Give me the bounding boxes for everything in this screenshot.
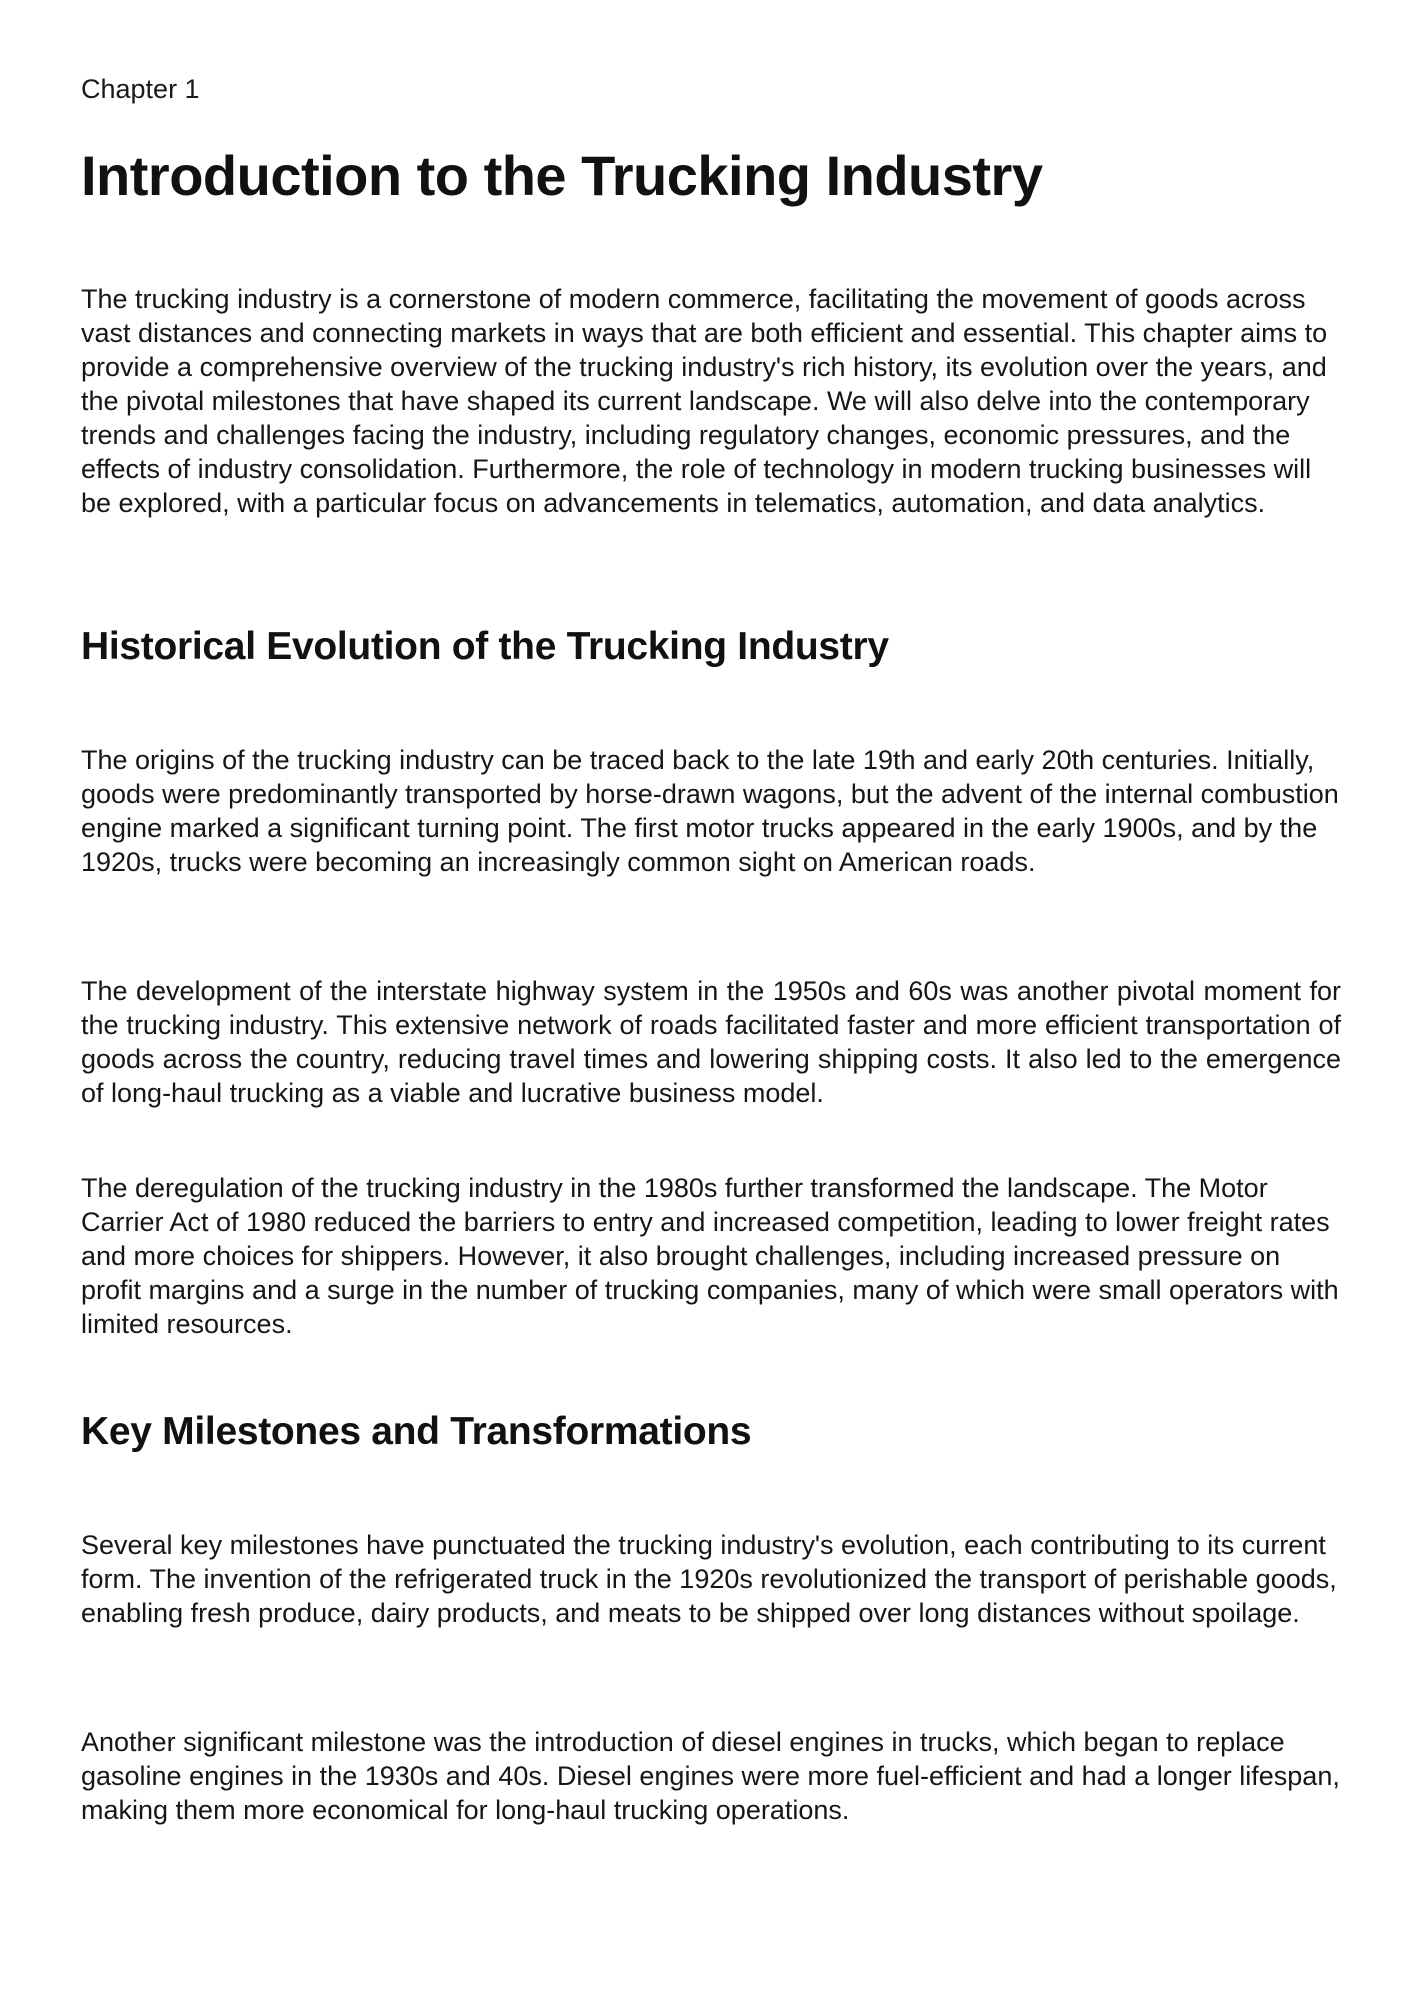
paragraph-interstate-highway: The development of the interstate highway system in the 1950s and 60s was another pivotal moment for the trucking industry. This extensive network of roads facilitated faster and more efficient transportation of goods across the country, reducing travel times and lowering shipping costs. It also led to the emergence of long-haul trucking as a viable and lucrative business model.: [81, 976, 1341, 1108]
intro-paragraph: The trucking industry is a cornerstone of modern commerce, facilitating the movement of goods across vast distances and connecting markets in ways that are both efficient and essential. This chapter aims to provide a comprehensive overview of the trucking industry's rich history, its evolution over the years, and the pivotal milestones that have shaped its current landscape. We will also delve into the contemporary trends and challenges facing the industry, including regulatory changes, economic pressures, and the effects of industry consolidation. Furthermore, the role of technology in modern trucking businesses will be explored, with a particular focus on advancements in telematics, automation, and data analytics.: [81, 284, 1328, 518]
paragraph-origins: The origins of the trucking industry can be traced back to the late 19th and early 20th centuries. Initially, goods were predominantly transported by horse-drawn wagons, but the advent of the internal combustion engine marked a significant turning point. The first motor trucks appeared in the early 1900s, and by the 1920s, trucks were becoming an increasingly common sight on American roads.: [81, 745, 1339, 877]
chapter-title: Introduction to the Trucking Industry: [81, 144, 1043, 207]
paragraph-diesel-engines: Another significant milestone was the introduction of diesel engines in trucks, which began to replace gasoline engines in the 1930s and 40s. Diesel engines were more fuel-efficient and had a longer lifespan, making them more economical for long-haul trucking operations.: [81, 1727, 1340, 1825]
paragraph-deregulation: The deregulation of the trucking industry in the 1980s further transformed the landscape. The Motor Carrier Act of 1980 reduced the barriers to entry and increased competition, leading to lower freight rates and more choices for shippers. However, it also brought challenges, including increased pressure on profit margins and a surge in the number of trucking companies, many of which were small operators with limited resources.: [81, 1173, 1339, 1339]
paragraph-refrigerated-truck: Several key milestones have punctuated the trucking industry's evolution, each contributing to its current form. The invention of the refrigerated truck in the 1920s revolutionized the transport of perishable goods, enabling fresh produce, dairy products, and meats to be shipped over long distances without spoilage.: [81, 1530, 1337, 1628]
section-heading-historical-evolution: Historical Evolution of the Trucking Industry: [81, 625, 889, 668]
section-heading-key-milestones: Key Milestones and Transformations: [81, 1410, 752, 1453]
chapter-label: Chapter 1: [81, 74, 200, 104]
